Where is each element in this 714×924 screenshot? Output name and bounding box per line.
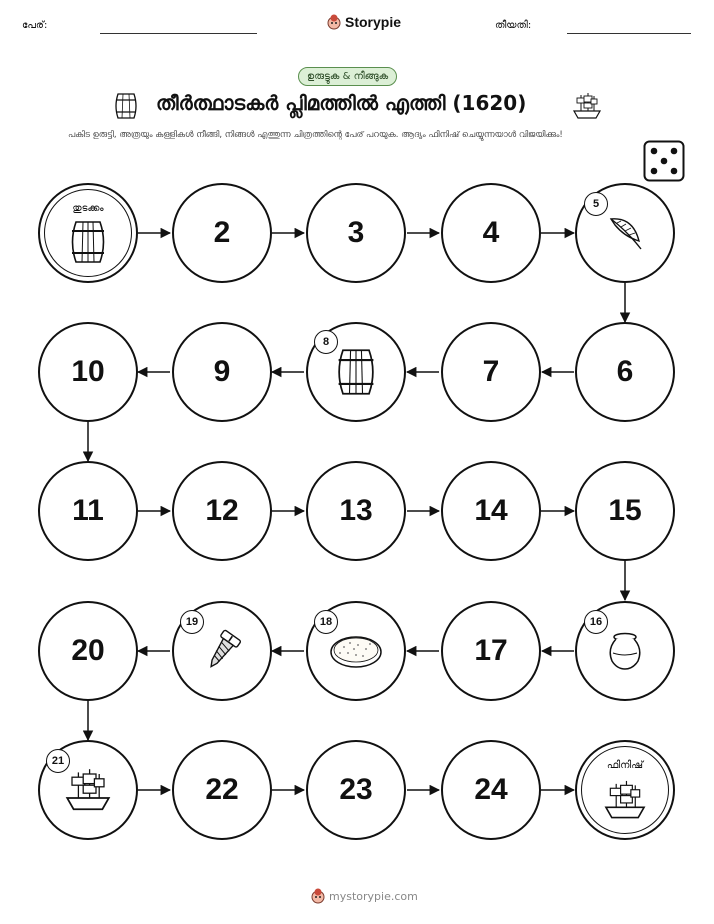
cell-number: 11 [72, 494, 104, 527]
cell-number: 24 [474, 773, 508, 806]
board-cell-start[interactable] [38, 183, 138, 283]
cell-number-badge: 5 [584, 192, 608, 216]
board-cell[interactable] [306, 183, 406, 283]
board-cell[interactable] [172, 461, 272, 561]
cell-number-badge: 18 [314, 610, 338, 634]
board-cell-finish[interactable] [575, 740, 675, 840]
name-label: പേര്: [22, 20, 48, 31]
ship-icon [601, 778, 649, 822]
board-cell[interactable] [38, 601, 138, 701]
board-cell[interactable] [441, 183, 541, 283]
pot-icon [603, 629, 647, 673]
board-cell[interactable] [306, 461, 406, 561]
screw-icon [199, 628, 245, 674]
footer-url[interactable]: mystorypie.com [329, 889, 418, 903]
start-label: തുടക്കം [72, 203, 104, 214]
cell-number: 7 [482, 355, 500, 388]
cell-number: 13 [339, 494, 373, 527]
cell-number: 22 [205, 773, 239, 806]
cell-number: 17 [474, 634, 508, 667]
board-cell[interactable] [441, 740, 541, 840]
board-cell[interactable] [575, 322, 675, 422]
cell-number: 10 [71, 355, 105, 388]
cell-number: 4 [482, 216, 500, 249]
cell-number: 12 [205, 494, 239, 527]
barrel-icon [334, 347, 378, 397]
cell-number: 2 [213, 216, 231, 249]
quill-feather-icon [603, 211, 647, 255]
barrel-icon [68, 219, 108, 265]
cell-number: 3 [347, 216, 365, 249]
footer [311, 888, 418, 904]
finish-label: ഫിനിഷ് [606, 760, 644, 771]
brand-name: Storypie [345, 14, 402, 30]
mascot-icon [311, 888, 325, 904]
board-cell[interactable] [38, 461, 138, 561]
bread-icon [328, 629, 384, 673]
board-cell[interactable] [172, 183, 272, 283]
cell-number: 6 [616, 355, 634, 388]
page-title: തീർത്ഥാടകർ പ്ലിമത്തിൽ എത്തി (1620) [156, 91, 527, 115]
date-label: തീയതി: [495, 20, 532, 31]
board-cell[interactable] [441, 461, 541, 561]
board-cell[interactable] [172, 322, 272, 422]
board-cell[interactable] [38, 322, 138, 422]
cell-number: 14 [474, 494, 508, 527]
board-cell[interactable] [441, 601, 541, 701]
cell-number: 15 [608, 494, 642, 527]
cell-number: 23 [339, 773, 373, 806]
board-cell[interactable] [306, 740, 406, 840]
cell-number: 20 [71, 634, 105, 667]
board-cell[interactable] [575, 461, 675, 561]
cell-number-badge: 8 [314, 330, 338, 354]
activity-badge: ഉരുട്ടുക & നീങ്ങുക [298, 67, 397, 86]
board-cell[interactable] [172, 740, 272, 840]
cell-number: 9 [213, 355, 231, 388]
cell-number-badge: 21 [46, 749, 70, 773]
cell-number-badge: 16 [584, 610, 608, 634]
ship-icon [61, 766, 115, 814]
board-cell[interactable] [441, 322, 541, 422]
cell-number-badge: 19 [180, 610, 204, 634]
instructions: പകിട ഉരുട്ടി, അത്രയും കള്ളികൾ നീങ്ങി, നിങ്ങൾ എത്തുന്ന ചിത്രത്തിന്റെ പേര് പറയുക. ആദ്യം ഫിനിഷ് ചെയ്യുന്നയാൾ വിജയിക്കും! [68, 130, 563, 140]
